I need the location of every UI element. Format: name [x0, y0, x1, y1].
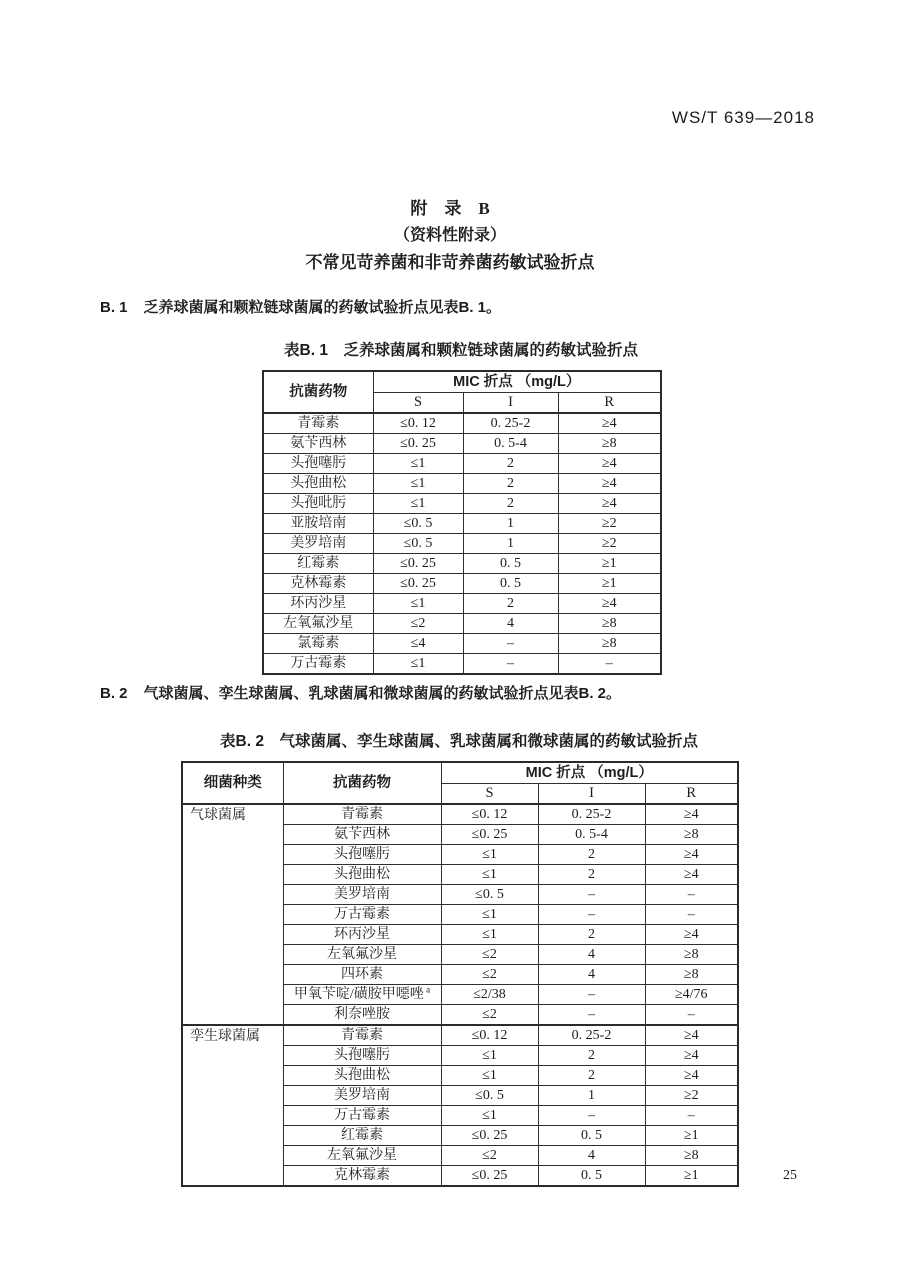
drug-name-cell: 青霉素: [263, 413, 373, 434]
mic-s-cell: ≤2: [441, 945, 538, 965]
mic-s-cell: ≤2: [441, 1146, 538, 1166]
appendix-title: 附 录 B: [410, 199, 490, 218]
mic-i-cell: –: [538, 985, 645, 1005]
mic-r-cell: ≥8: [558, 634, 661, 654]
mic-r-cell: ≥2: [558, 514, 661, 534]
mic-r-cell: ≥1: [558, 554, 661, 574]
mic-r-cell: –: [645, 1005, 738, 1026]
drug-name-cell: 氯霉素: [263, 634, 373, 654]
drug-name-cell: 四环素: [283, 965, 441, 985]
drug-name-cell: 头孢吡肟: [263, 494, 373, 514]
table-row: [182, 804, 738, 825]
mic-s-cell: ≤0. 12: [373, 413, 463, 434]
mic-r-cell: ≥8: [558, 434, 661, 454]
section-b1-paragraph: [100, 296, 820, 317]
drug-name-cell: 克林霉素: [283, 1166, 441, 1187]
mic-s-cell: ≤0. 5: [441, 885, 538, 905]
table-b2-mic-header: MIC 折点 （mg/L）: [441, 762, 738, 784]
drug-name-cell: 头孢噻肟: [283, 845, 441, 865]
mic-i-cell: 0. 25-2: [538, 804, 645, 825]
mic-i-cell: 2: [538, 925, 645, 945]
table-b1-col-r: R: [558, 393, 661, 414]
drug-name-cell: 红霉素: [283, 1126, 441, 1146]
table-b1: [262, 370, 660, 675]
drug-name-cell: 万古霉素: [283, 905, 441, 925]
mic-r-cell: –: [558, 654, 661, 675]
mic-s-cell: ≤1: [373, 454, 463, 474]
mic-i-cell: –: [463, 634, 558, 654]
drug-name-cell: 甲氧苄啶/磺胺甲噁唑 $^a$: [283, 985, 441, 1005]
drug-name-cell: 美罗培南: [263, 534, 373, 554]
mic-i-cell: –: [463, 654, 558, 675]
mic-s-cell: ≤1: [373, 594, 463, 614]
drug-name-cell: 青霉素: [283, 804, 441, 825]
mic-s-cell: ≤1: [373, 494, 463, 514]
mic-i-cell: –: [538, 905, 645, 925]
species-name-cell: 孪生球菌属: [182, 1025, 283, 1186]
table-row: [263, 654, 661, 675]
drug-name-cell: 红霉素: [263, 554, 373, 574]
mic-s-cell: ≤0. 25: [441, 1126, 538, 1146]
mic-r-cell: ≥1: [645, 1166, 738, 1187]
mic-i-cell: 0. 5: [463, 554, 558, 574]
mic-i-cell: 2: [538, 865, 645, 885]
mic-i-cell: 2: [463, 494, 558, 514]
drug-name-cell: 左氧氟沙星: [283, 1146, 441, 1166]
mic-s-cell: ≤1: [441, 865, 538, 885]
mic-s-cell: ≤1: [441, 1066, 538, 1086]
drug-name-cell: 万古霉素: [283, 1106, 441, 1126]
mic-r-cell: –: [645, 885, 738, 905]
drug-name-cell: 利奈唑胺: [283, 1005, 441, 1026]
appendix-subtitle: （资料性附录）: [393, 227, 506, 244]
mic-r-cell: ≥4: [558, 454, 661, 474]
table-b2-col-species: 细菌种类: [182, 762, 283, 804]
drug-name-cell: 左氧氟沙星: [283, 945, 441, 965]
mic-s-cell: ≤2: [441, 965, 538, 985]
standard-number-header: WS/T 639—2018: [671, 108, 815, 127]
mic-s-cell: ≤0. 5: [441, 1086, 538, 1106]
table-row: [182, 1025, 738, 1046]
mic-s-cell: ≤2/38: [441, 985, 538, 1005]
mic-i-cell: –: [538, 885, 645, 905]
mic-s-cell: ≤2: [441, 1005, 538, 1026]
mic-i-cell: 1: [463, 514, 558, 534]
mic-r-cell: ≥4: [645, 865, 738, 885]
mic-r-cell: ≥4: [645, 845, 738, 865]
mic-r-cell: ≥1: [558, 574, 661, 594]
mic-r-cell: ≥4: [558, 594, 661, 614]
table-row: [263, 534, 661, 554]
mic-s-cell: ≤0. 5: [373, 534, 463, 554]
mic-s-cell: ≤1: [373, 654, 463, 675]
drug-name-cell: 亚胺培南: [263, 514, 373, 534]
mic-i-cell: –: [538, 1106, 645, 1126]
mic-r-cell: ≥4: [558, 494, 661, 514]
drug-name-cell: 万古霉素: [263, 654, 373, 675]
table-row: [263, 594, 661, 614]
table-b2: [181, 761, 737, 1187]
mic-r-cell: ≥8: [645, 965, 738, 985]
table-b1-mic-header: MIC 折点 （mg/L）: [373, 371, 661, 393]
table-row: [263, 494, 661, 514]
mic-i-cell: –: [538, 1005, 645, 1026]
mic-i-cell: 2: [538, 1046, 645, 1066]
table-row: [263, 434, 661, 454]
mic-s-cell: ≤0. 25: [373, 434, 463, 454]
mic-r-cell: ≥8: [645, 825, 738, 845]
section-b2-text: 气球菌属、孪生球菌属、乳球菌属和微球菌属的药敏试验折点见表B. 2。: [143, 685, 622, 702]
mic-r-cell: ≥4: [558, 413, 661, 434]
drug-name-cell: 美罗培南: [283, 1086, 441, 1106]
mic-s-cell: ≤0. 12: [441, 804, 538, 825]
drug-name-cell: 头孢曲松: [283, 1066, 441, 1086]
table-b2-col-s: S: [441, 784, 538, 805]
drug-name-cell: 头孢噻肟: [263, 454, 373, 474]
mic-s-cell: ≤0. 25: [441, 1166, 538, 1187]
drug-name-cell: 头孢曲松: [283, 865, 441, 885]
table-row: [263, 574, 661, 594]
section-b2-label: B. 2: [100, 685, 128, 702]
table-b2-caption: 表B. 2 气球菌属、孪生球菌属、乳球菌属和微球菌属的药敏试验折点: [220, 733, 698, 750]
mic-r-cell: ≥4: [645, 1025, 738, 1046]
mic-s-cell: ≤0. 25: [441, 825, 538, 845]
mic-r-cell: –: [645, 1106, 738, 1126]
table-row: [263, 634, 661, 654]
drug-name-cell: 青霉素: [283, 1025, 441, 1046]
mic-s-cell: ≤0. 25: [373, 574, 463, 594]
mic-i-cell: 0. 5: [538, 1166, 645, 1187]
mic-s-cell: ≤1: [441, 845, 538, 865]
mic-r-cell: ≥8: [645, 1146, 738, 1166]
mic-r-cell: ≥1: [645, 1126, 738, 1146]
mic-i-cell: 0. 25-2: [463, 413, 558, 434]
mic-r-cell: ≥4: [558, 474, 661, 494]
mic-i-cell: 2: [538, 1066, 645, 1086]
footnote-marker: a: [423, 984, 431, 995]
mic-s-cell: ≤1: [441, 1046, 538, 1066]
mic-i-cell: 0. 5: [463, 574, 558, 594]
table-b1-caption: 表B. 1 乏养球菌属和颗粒链球菌属的药敏试验折点: [284, 342, 638, 359]
appendix-heading: 不常见苛养菌和非苛养菌药敏试验折点: [305, 253, 595, 272]
table-b1-col-drug: 抗菌药物: [263, 371, 373, 413]
mic-i-cell: 0. 5: [538, 1126, 645, 1146]
mic-s-cell: ≤0. 25: [373, 554, 463, 574]
mic-s-cell: ≤0. 5: [373, 514, 463, 534]
mic-r-cell: ≥4: [645, 925, 738, 945]
table-b1-col-i: I: [463, 393, 558, 414]
table-row: [263, 514, 661, 534]
drug-name-cell: 克林霉素: [263, 574, 373, 594]
mic-i-cell: 4: [538, 1146, 645, 1166]
mic-s-cell: ≤2: [373, 614, 463, 634]
mic-i-cell: 1: [538, 1086, 645, 1106]
mic-i-cell: 2: [463, 454, 558, 474]
table-b2-col-drug: 抗菌药物: [283, 762, 441, 804]
table-row: [263, 413, 661, 434]
drug-name-cell: 头孢噻肟: [283, 1046, 441, 1066]
drug-name-cell: 环丙沙星: [283, 925, 441, 945]
drug-name-cell: 环丙沙星: [263, 594, 373, 614]
mic-r-cell: ≥8: [558, 614, 661, 634]
mic-i-cell: 4: [538, 945, 645, 965]
drug-name-cell: 头孢曲松: [263, 474, 373, 494]
mic-r-cell: –: [645, 905, 738, 925]
drug-name-cell: 美罗培南: [283, 885, 441, 905]
mic-s-cell: ≤1: [441, 905, 538, 925]
table-row: [263, 454, 661, 474]
mic-s-cell: ≤4: [373, 634, 463, 654]
drug-name-cell: 氨苄西林: [263, 434, 373, 454]
section-b1-label: B. 1: [100, 299, 128, 316]
section-b2-paragraph: [100, 682, 820, 703]
table-row: [263, 554, 661, 574]
mic-s-cell: ≤0. 12: [441, 1025, 538, 1046]
mic-r-cell: ≥4: [645, 1046, 738, 1066]
page-number: 25: [783, 1168, 797, 1183]
species-name-cell: 气球菌属: [182, 804, 283, 1025]
mic-r-cell: ≥4: [645, 1066, 738, 1086]
drug-name-cell: 左氧氟沙星: [263, 614, 373, 634]
mic-s-cell: ≤1: [373, 474, 463, 494]
mic-r-cell: ≥4/76: [645, 985, 738, 1005]
mic-i-cell: 0. 25-2: [538, 1025, 645, 1046]
mic-i-cell: 2: [463, 474, 558, 494]
mic-i-cell: 0. 5-4: [538, 825, 645, 845]
mic-i-cell: 2: [538, 845, 645, 865]
mic-s-cell: ≤1: [441, 1106, 538, 1126]
mic-r-cell: ≥2: [645, 1086, 738, 1106]
table-row: [263, 614, 661, 634]
table-b2-col-i: I: [538, 784, 645, 805]
mic-r-cell: ≥8: [645, 945, 738, 965]
mic-i-cell: 4: [538, 965, 645, 985]
section-b1-text: 乏养球菌属和颗粒链球菌属的药敏试验折点见表B. 1。: [143, 299, 502, 316]
mic-r-cell: ≥4: [645, 804, 738, 825]
mic-i-cell: 4: [463, 614, 558, 634]
mic-r-cell: ≥2: [558, 534, 661, 554]
drug-name-cell: 氨苄西林: [283, 825, 441, 845]
table-row: [263, 474, 661, 494]
mic-i-cell: 1: [463, 534, 558, 554]
mic-s-cell: ≤1: [441, 925, 538, 945]
mic-i-cell: 0. 5-4: [463, 434, 558, 454]
table-b2-col-r: R: [645, 784, 738, 805]
mic-i-cell: 2: [463, 594, 558, 614]
table-b1-col-s: S: [373, 393, 463, 414]
